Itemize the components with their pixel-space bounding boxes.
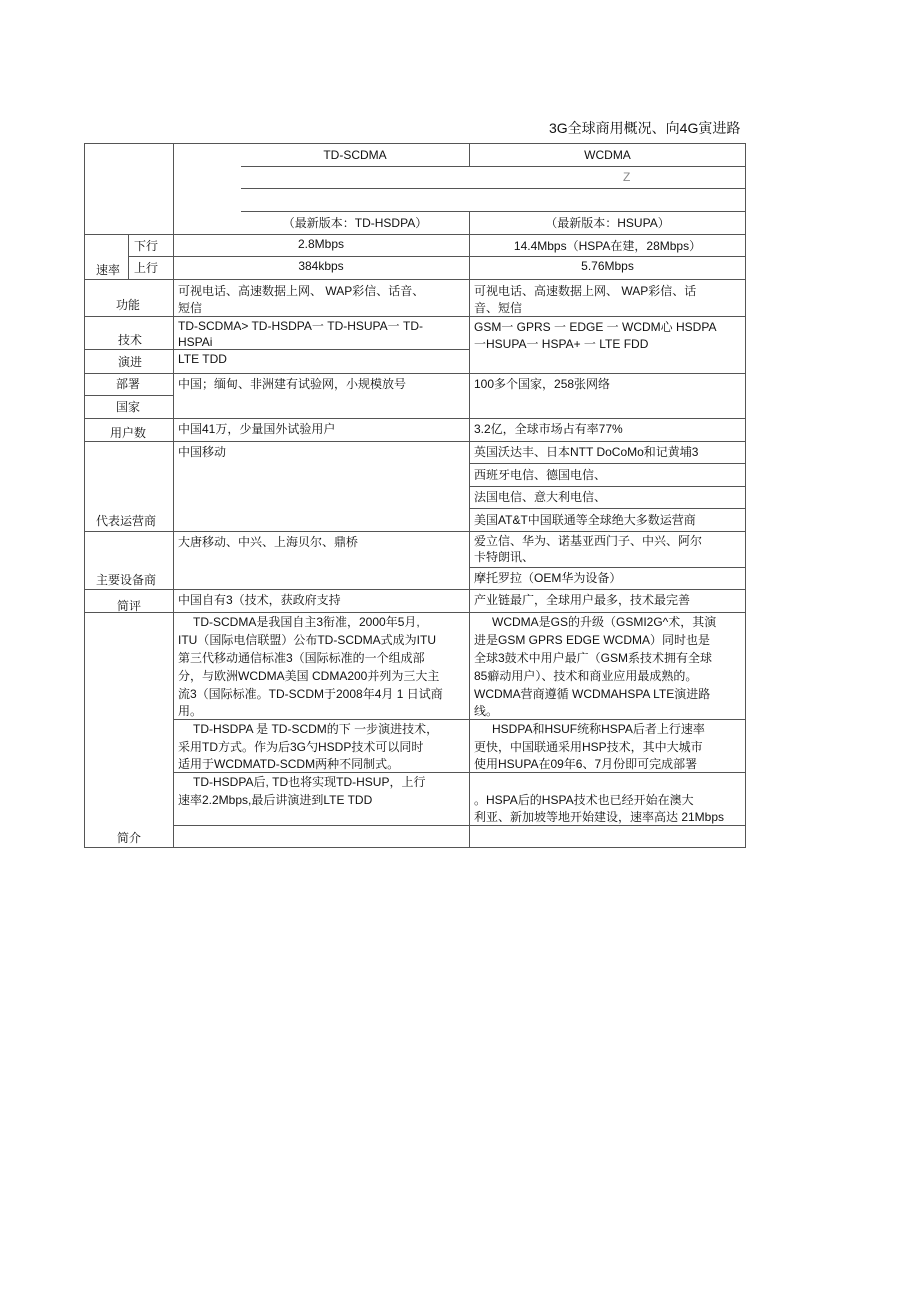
review-label: 简评 (117, 599, 142, 613)
function-td-line2: 短信 (178, 301, 203, 315)
function-wcdma-line2: 音、短信 (474, 301, 523, 315)
users-label: 用户数 (110, 426, 147, 440)
header-wcdma: WCDMA (584, 148, 631, 162)
vendors-wcdma-line3: 摩托罗拉（OEM华为设备） (474, 571, 622, 585)
operators-wcdma-4: 美国AT&T中国联通等全球绝大多数运营商 (474, 513, 696, 527)
page-title: 3G全球商用概况、向4G寅进路 (549, 120, 741, 136)
operators-wcdma-3: 法国电信、意大利电信、 (474, 490, 607, 504)
rate-down-label: 下行 (134, 239, 159, 253)
intro-label: 简介 (117, 831, 142, 845)
vendors-wcdma-line1: 爱立信、华为、诺基亚西门子、中兴、阿尔 (474, 534, 703, 548)
header-mark: Z (623, 170, 631, 184)
deploy-wcdma: 100多个国家，258张网络 (474, 377, 611, 391)
version-wcdma: （最新版本：HSUPA） (545, 216, 670, 230)
version-td: （最新版本：TD-HSDPA） (282, 216, 428, 230)
function-wcdma-line1: 可视电话、高速数据上网、 WAP彩信、话 (474, 284, 697, 298)
rate-down-td: 2.8Mbps (297, 237, 345, 251)
vendors-td: 大唐移动、中兴、上海贝尔、鼎桥 (178, 535, 359, 549)
evolution-td-line3: LTE TDD (178, 352, 227, 366)
rate-up-wcdma: 5.76Mbps (581, 259, 634, 273)
evolution-wcdma-line2: 一HSUPA一 HSPA+ 一 LTE FDD (474, 337, 649, 351)
operators-wcdma-1: 英国沃达丰、日本NTT DoCoMo和记黄埔3 (474, 445, 699, 459)
vendors-label: 主要设备商 (96, 573, 157, 587)
review-wcdma: 产业链最广，全球用户最多，技术最完善 (474, 593, 691, 607)
evolution-td-line2: HSPAi (178, 335, 213, 349)
operators-wcdma-2: 西班牙电信、德国电信、 (474, 468, 607, 482)
rate-label: 速率 (96, 263, 121, 277)
evolution-label-2: 演进 (118, 355, 143, 369)
rate-up-td: 384kbps (298, 259, 344, 273)
header-td-scdma: TD-SCDMA (323, 148, 387, 162)
review-td: 中国自有3（技术，获政府支持 (178, 593, 341, 607)
deploy-label-1: 部署 (116, 377, 141, 391)
users-wcdma: 3.2亿，全球市场占有率77% (474, 422, 623, 436)
evolution-td-line1: TD-SCDMA> TD-HSDPA一 TD-HSUPA一 TD- (178, 319, 424, 333)
operators-label: 代表运营商 (96, 514, 157, 528)
deploy-label-2: 国家 (116, 400, 141, 414)
users-td: 中国41万，少量国外试验用户 (178, 422, 336, 436)
evolution-wcdma-line1: GSM一 GPRS 一 EDGE 一 WCDM心 HSDPA (474, 320, 717, 334)
vendors-wcdma-line2: 卡特朗讯、 (474, 550, 535, 564)
evolution-label-1: 技术 (118, 333, 143, 347)
function-td-line1: 可视电话、高速数据上网、 WAP彩信、话音、 (178, 284, 425, 298)
rate-down-wcdma: 14.4Mbps（HSPA在建，28Mbps） (513, 239, 702, 253)
function-label: 功能 (116, 298, 141, 312)
operators-td: 中国移动 (178, 445, 227, 459)
deploy-td: 中国；缅甸、非洲建有试验网，小规模放号 (178, 377, 407, 391)
rate-up-label: 上行 (134, 261, 159, 275)
